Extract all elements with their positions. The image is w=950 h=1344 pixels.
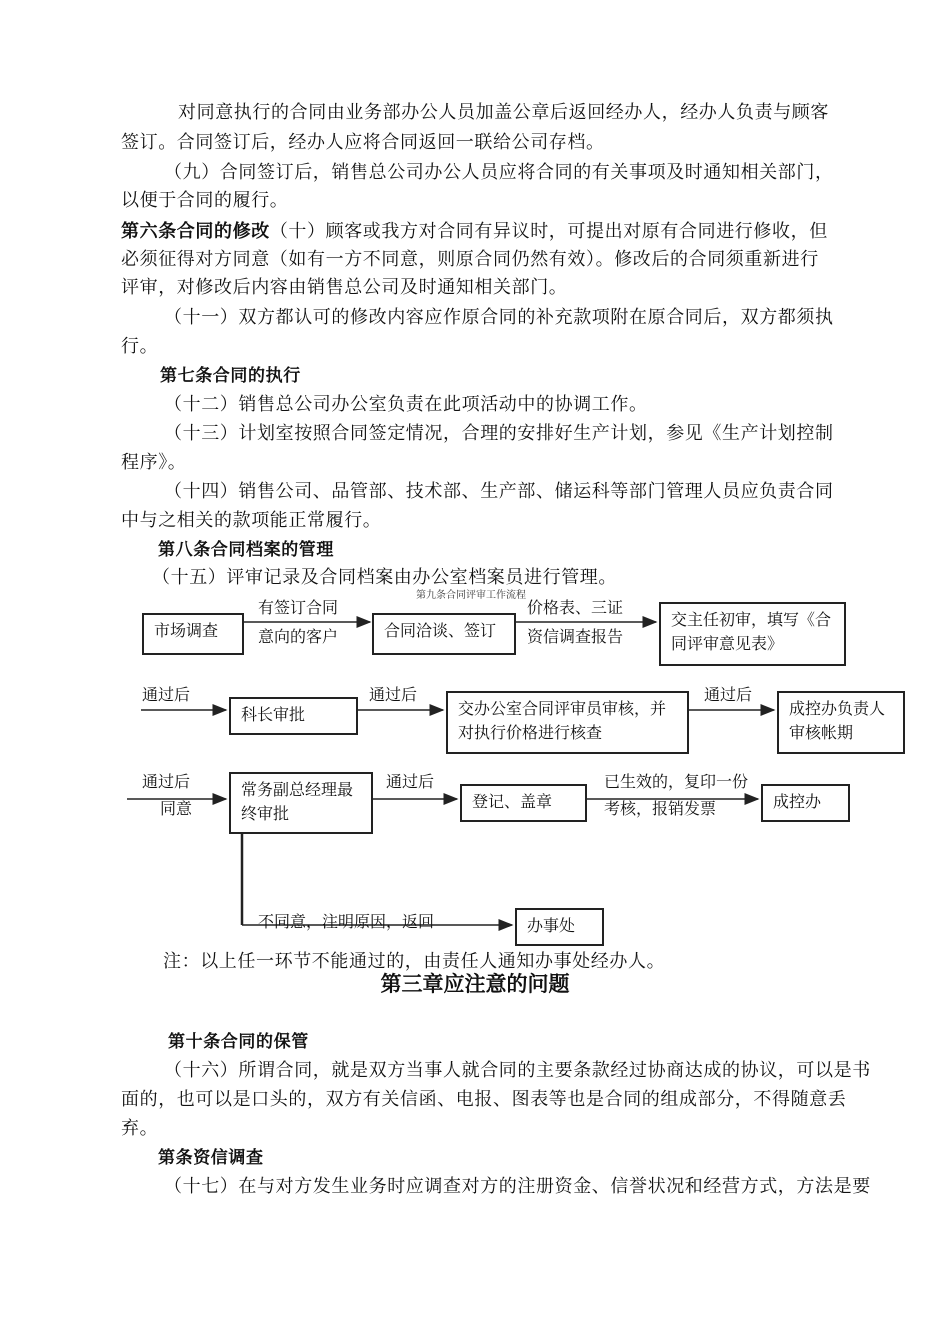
paragraph-line: （十三）计划室按照合同签定情况，合理的安排好生产计划，参见《生产计划控制 (164, 423, 834, 444)
chapter-title: 第三章应注意的问题 (380, 972, 570, 996)
director-review-box (659, 602, 846, 666)
paragraph-line: 对同意执行的合同由业务部办公人员加盖公章后返回经办人，经办人负责与顾客 (178, 102, 829, 123)
paragraph-line: 必须征得对方同意（如有一方不同意，则原合同仍然有效）。修改后的合同须重新进行 (121, 249, 819, 270)
paragraph-line: 评审，对修改后内容由销售总公司及时通知相关部门。 (121, 277, 568, 298)
passed-label: 通过后 (142, 685, 191, 704)
paragraph-line: （九）合同签订后，销售总公司办公人员应将合同的有关事项及时通知相关部门， (164, 162, 834, 183)
cost-head-box (777, 691, 905, 754)
box-line: 审核帐期 (789, 723, 854, 742)
box-line: 同评审意见表》 (671, 634, 784, 653)
box-line: 交办公室合同评审员审核，并 (458, 699, 667, 718)
effective-label: 已生效的，复印一份 (604, 772, 749, 791)
paragraph-line: （十一）双方都认可的修改内容应作原合同的补充款项附在原合同后，双方都须执 (164, 307, 834, 328)
register-box: 登记、盖章 (460, 784, 587, 822)
market-research-box: 市场调查 (142, 613, 244, 655)
paragraph-line: 弃。 (121, 1118, 159, 1139)
section-6-title: 第六条合同的修改 (121, 221, 270, 242)
box-line: 对执行价格进行核查 (458, 723, 603, 742)
section-chief-box: 科长审批 (229, 697, 358, 735)
section-10-title: 第十条合同的保管 (168, 1032, 309, 1052)
credit-section-title: 第条资信调查 (158, 1148, 264, 1168)
section-6-text: （十）顾客或我方对合同有异议时，可提出对原有合同进行修收，但 (269, 221, 828, 242)
paragraph-line: （十二）销售总公司办公室负责在此项活动中的协调工作。 (164, 394, 648, 415)
paragraph-line: 中与之相关的款项能正常履行。 (121, 510, 382, 531)
note-line: 注：以上任一环节不能通过的，由责任人通知办事处经办人。 (163, 951, 666, 972)
paragraph-line: 以便于合同的履行。 (121, 190, 289, 211)
passed-label: 通过后 (704, 685, 753, 704)
passed-label: 通过后 (386, 772, 435, 791)
paragraph-line: 签订。合同签订后，经办人应将合同返回一联给公司存档。 (121, 132, 605, 153)
box-line: 常务副总经理最 (241, 780, 354, 799)
cost-office-box: 成控办 (761, 784, 850, 822)
paragraph-line: （十七）在与对方发生业务时应调查对方的注册资金、信誉状况和经营方式，方法是要 (164, 1176, 871, 1197)
negotiate-box: 合同洽谈、签订 (372, 613, 516, 655)
intent-label: 有签订合同 (258, 598, 339, 617)
section-8-title: 第八条合同档案的管理 (158, 540, 334, 560)
box-line: 成控办负责人 (789, 699, 886, 718)
vp-approval-box (229, 772, 373, 834)
paragraph-line: （十四）销售公司、品管部、技术部、生产部、储运科等部门管理人员应负责合同 (164, 481, 834, 502)
reject-label: 不同意，注明原因，返回 (258, 912, 435, 931)
section-7-title: 第七条合同的执行 (160, 366, 301, 386)
paragraph-line: 面的，也可以是口头的，双方有关信函、电报、图表等也是合同的组成部分，不得随意丢 (121, 1089, 847, 1110)
paragraph-line: 程序》。 (121, 452, 187, 473)
paragraph-line: （十六）所谓合同，就是双方当事人就合同的主要条款经过协商达成的协议，可以是书 (164, 1060, 871, 1081)
intent-label: 意向的客户 (258, 627, 339, 646)
paragraph-line: （十五）评审记录及合同档案由办公室档案员进行管理。 (152, 567, 617, 588)
flowchart-title: 第九条合同评审工作流程 (416, 590, 526, 601)
agency-box: 办事处 (515, 908, 604, 946)
agree-label: 同意 (160, 799, 193, 818)
price-label: 资信调查报告 (527, 627, 624, 646)
passed-label: 通过后 (142, 772, 191, 791)
box-line: 终审批 (241, 804, 290, 823)
passed-label: 通过后 (369, 685, 418, 704)
office-review-box (446, 691, 689, 754)
paragraph-line: 行。 (121, 336, 159, 357)
price-label: 价格表、三证 (527, 598, 624, 617)
effective-label: 考核，报销发票 (604, 799, 717, 818)
box-line: 交主任初审，填写《合 (671, 610, 832, 629)
